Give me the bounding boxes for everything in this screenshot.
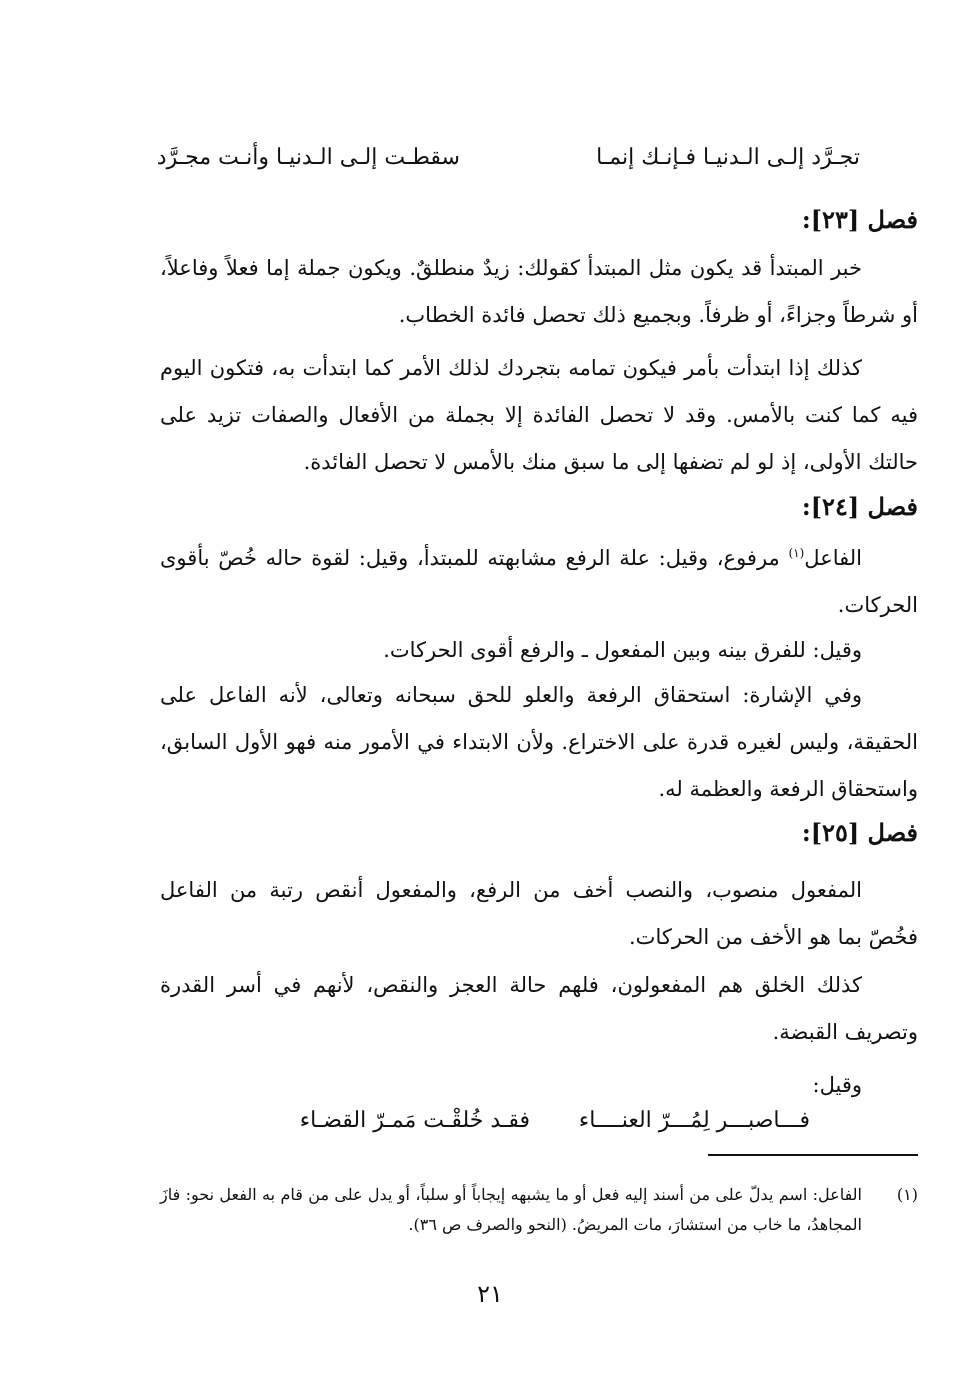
section-24-heading: فصل [٢٤]:: [801, 492, 918, 521]
section-24-paragraph-1-rest: مرفوع، وقيل: علة الرفع مشابهته للمبتدأ، وقيل: لقوة حاله خُصّ بأقوى الحركات.: [160, 546, 918, 617]
section-24-paragraph-3: وفي الإشارة: استحقاق الرفعة والعلو للحق سبحانه وتعالى، لأنه الفاعل على الحقيقة، وليس لغيره قدرة على الاختراع. ولأن الابتداء في الأمور منه فهو الأول السابق، واستحقاق الرفعة والعظمة له.: [160, 683, 918, 801]
section-25-paragraph-3: وقيل:: [812, 1073, 862, 1097]
footnote: [160, 1180, 918, 1240]
footnote-reference: (١): [788, 546, 805, 560]
section-24-paragraph-2: وقيل: للفرق بينه وبين المفعول ـ والرفع أقوى الحركات.: [383, 638, 862, 662]
verse2-second-hemistich: فقـد خُلقْـت مَمـرّ القضـاء: [299, 1108, 530, 1133]
section-23-heading: فصل [٢٣]:: [801, 205, 918, 234]
section-23-paragraph-1: خبر المبتدأ قد يكون مثل المبتدأ كقولك: زيدٌ منطلقٌ. ويكون جملة إما فعلاً وفاعلاً، أو شرطاً وجزاءً، أو ظرفاً. وبجميع ذلك تحصل فائدة الخطاب.: [160, 256, 918, 327]
section-24-paragraph-1-start: الفاعل: [804, 546, 862, 570]
verse2-first-hemistich: فـــاصبـــر لِمُـــرّ العنــــاء: [578, 1108, 810, 1133]
footnote-text: الفاعل: اسم يدلّ على من أسند إليه فعل أو ما يشبهه إيجاباً أو سلباً، أو يدل على من قام به الفعل نحو: فازَ المجاهدُ، ما خاب من استشارَ، مات المريضُ. (النحو والصرف ص ٣٦).: [160, 1185, 862, 1234]
footnote-number: (١): [896, 1185, 918, 1204]
verse1-second-hemistich: سقطـت إلـى الـدنيـا وأنـت مجـرَّد: [156, 145, 460, 170]
section-23-paragraph-2: كذلك إذا ابتدأت بأمر فيكون تمامه بتجردك لذلك الأمر كما ابتدأت به، فتكون اليوم فيه كما كنت بالأمس. وقد لا تحصل الفائدة إلا بجملة من الأفعال والصفات تزيد على حالتك الأولى، إذ لو لم تضفها إلى ما سبق منك بالأمس لا تحصل الفائدة.: [160, 356, 918, 474]
section-25-paragraph-2: كذلك الخلق هم المفعولون، فلهم حالة العجز والنقص، لأنهم في أسر القدرة وتصريف القبضة.: [160, 973, 918, 1044]
footnote-divider: [708, 1154, 918, 1156]
verse1-first-hemistich: تجـرَّد إلـى الـدنيـا فـإنـك إنمـا: [596, 145, 860, 170]
page-number: ٢١: [477, 1280, 503, 1308]
section-24-paragraph-1: [160, 530, 918, 629]
section-25-heading: فصل [٢٥]:: [801, 818, 918, 847]
section-25-paragraph-1: المفعول منصوب، والنصب أخف من الرفع، والمفعول أنقص رتبة من الفاعل فخُصّ بما هو الأخف من الحركات.: [160, 878, 918, 949]
